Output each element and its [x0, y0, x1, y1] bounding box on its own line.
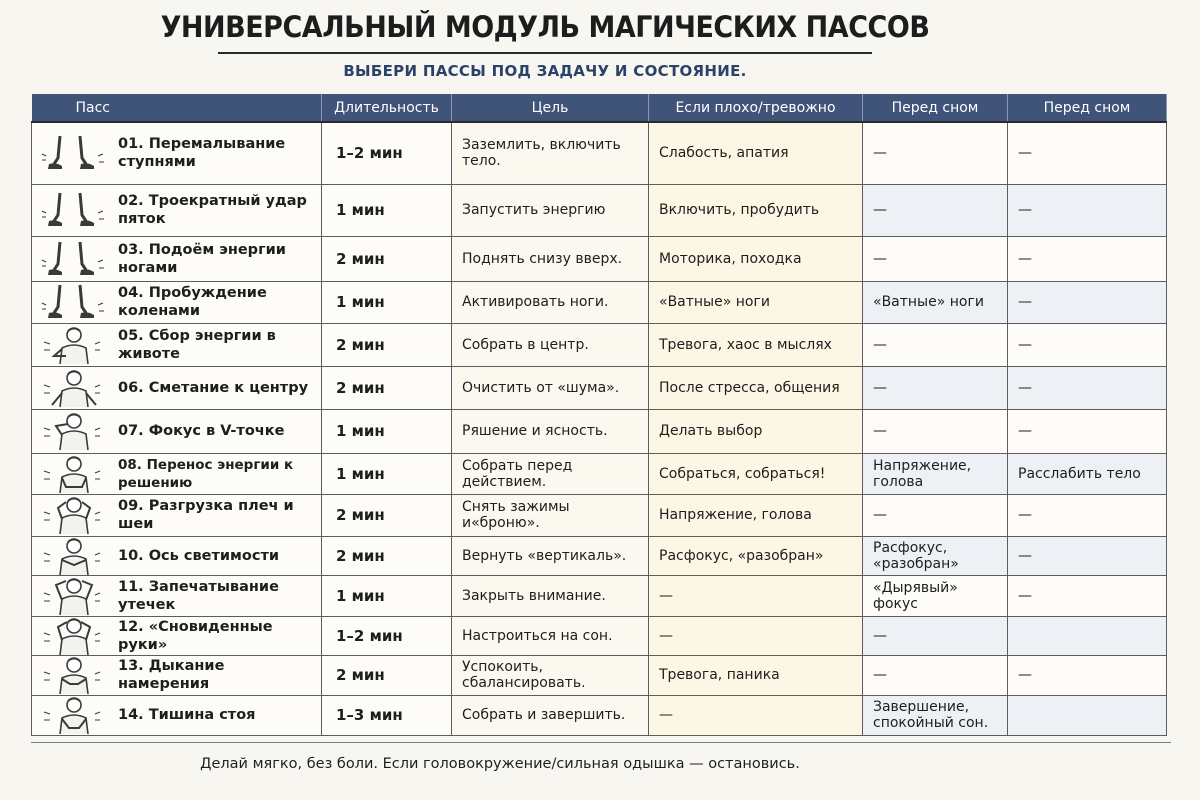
feet-figure	[36, 134, 112, 172]
before-sleep-2-cell	[1008, 366, 1167, 409]
if-bad-cell	[649, 494, 863, 536]
page-title: УНИВЕРСАЛЬНЫЙ МОДУЛЬ МАГИЧЕСКИХ ПАССОВ	[160, 10, 930, 44]
table-row	[32, 323, 1167, 366]
pass-name: 09. Разгрузка плеч и шеи	[118, 498, 294, 532]
goal-text: Успокоить, сбалансировать.	[462, 659, 586, 691]
before-sleep-2-text: —	[1018, 667, 1032, 683]
goal-text: Вернуть «вертикаль».	[462, 547, 627, 564]
before-sleep-2-cell	[1008, 536, 1167, 575]
goal-text: Снять зажимы и«броню».	[462, 499, 570, 531]
squat-figure	[36, 369, 112, 407]
goal-cell	[452, 323, 649, 366]
goal-text: Заземлить, включить тело.	[462, 137, 621, 170]
before-sleep-2-cell	[1008, 122, 1167, 184]
pass-name-cell	[32, 122, 322, 184]
duration-cell	[322, 616, 452, 655]
duration-cell	[322, 655, 452, 695]
pass-name: 03. Подоём энергии ногами	[118, 241, 286, 276]
if-bad-cell	[649, 453, 863, 494]
dream-hands-figure	[36, 617, 112, 655]
legs-figure	[36, 191, 112, 229]
page-subtitle: ВЫБЕРИ ПАССЫ ПОД ЗАДАЧУ И СОСТОЯНИЕ.	[343, 62, 747, 80]
before-sleep-1-cell	[863, 323, 1008, 366]
duration-cell	[322, 122, 452, 184]
if-bad-cell	[649, 323, 863, 366]
goal-text: Очистить от «шума».	[462, 379, 620, 396]
pass-name: 07. Фокус в V-точке	[118, 423, 285, 439]
duration-text: 1 мин	[336, 201, 385, 219]
goal-text: Ряшение и ясность.	[462, 423, 608, 439]
goal-text: Активировать ноги.	[462, 294, 609, 310]
goal-cell	[452, 122, 649, 184]
safety-note: Делай мягко, без боли. Если головокружение/сильная одышка — остановись.	[200, 756, 800, 772]
breath-figure	[36, 656, 112, 694]
if-bad-text: Слабость, апатия	[659, 145, 789, 162]
pass-name-cell	[32, 536, 322, 575]
duration-cell	[322, 323, 452, 366]
duration-cell	[322, 184, 452, 236]
table-row	[32, 616, 1167, 655]
pass-name: 06. Сметание к центру	[118, 379, 309, 396]
header-duration: Длительность	[322, 94, 452, 122]
before-sleep-1-cell	[863, 536, 1008, 575]
if-bad-text: Напряжение, голова	[659, 507, 812, 523]
table-row	[32, 366, 1167, 409]
table-row	[32, 236, 1167, 281]
before-sleep-2-cell	[1008, 236, 1167, 281]
if-bad-text: —	[659, 587, 673, 604]
goal-cell	[452, 575, 649, 616]
if-bad-cell	[649, 236, 863, 281]
pass-name-cell	[32, 323, 322, 366]
table-row	[32, 122, 1167, 184]
before-sleep-2-cell	[1008, 494, 1167, 536]
before-sleep-2-text: —	[1018, 336, 1032, 353]
duration-cell	[322, 575, 452, 616]
pass-name-cell	[32, 655, 322, 695]
if-bad-text: Расфокус, «разобран»	[659, 547, 824, 564]
pass-name: 14. Тишина стоя	[118, 707, 256, 723]
duration-text: 1 мин	[336, 586, 385, 605]
duration-text: 1–2 мин	[336, 144, 403, 163]
shoulders-figure	[36, 496, 112, 534]
duration-cell	[322, 409, 452, 453]
if-bad-text: «Ватные» ноги	[659, 294, 770, 310]
before-sleep-2-text: —	[1018, 507, 1032, 523]
pass-name: 05. Сбор энергии в животе	[118, 327, 276, 362]
table-row	[32, 494, 1167, 536]
duration-cell	[322, 494, 452, 536]
pass-name-cell	[32, 695, 322, 735]
duration-cell	[322, 695, 452, 735]
duration-text: 2 мин	[336, 335, 385, 354]
goal-cell	[452, 494, 649, 536]
if-bad-text: Собраться, собраться!	[659, 465, 826, 482]
pass-name: 10. Ось светимости	[118, 547, 280, 564]
belly-figure	[36, 326, 112, 364]
if-bad-cell	[649, 366, 863, 409]
walking-figure	[36, 240, 112, 278]
before-sleep-1-text: —	[873, 667, 887, 683]
pass-name: 04. Пробуждение коленами	[118, 285, 267, 319]
before-sleep-2-cell	[1008, 616, 1167, 655]
if-bad-cell	[649, 536, 863, 575]
duration-cell	[322, 453, 452, 494]
pass-name: 01. Перемалывание ступнями	[118, 136, 286, 171]
pass-name: 08. Перенос энергии к решению	[118, 456, 294, 491]
before-sleep-2-cell	[1008, 281, 1167, 323]
before-sleep-2-cell	[1008, 323, 1167, 366]
axis-figure	[36, 537, 112, 575]
if-bad-text: После стресса, общения	[659, 379, 840, 396]
duration-text: 2 мин	[336, 506, 385, 524]
before-sleep-2-cell	[1008, 695, 1167, 735]
pass-name: 12. «Сновиденные руки»	[118, 618, 273, 653]
if-bad-cell	[649, 281, 863, 323]
table-row	[32, 281, 1167, 323]
before-sleep-1-text: —	[873, 336, 887, 353]
header-before-sleep-2: Перед сном	[1008, 94, 1167, 122]
before-sleep-1-cell	[863, 494, 1008, 536]
pass-name: 13. Дыкание намерения	[118, 658, 225, 692]
goal-text: Запустить энергию	[462, 202, 606, 218]
goal-text: Собрать в центр.	[462, 336, 589, 353]
before-sleep-1-cell	[863, 366, 1008, 409]
before-sleep-1-cell	[863, 655, 1008, 695]
duration-cell	[322, 366, 452, 409]
pass-name-cell	[32, 184, 322, 236]
goal-cell	[452, 184, 649, 236]
duration-text: 1–3 мин	[336, 706, 403, 724]
duration-text: 1–2 мин	[336, 626, 403, 645]
before-sleep-1-cell	[863, 184, 1008, 236]
pass-name-cell	[32, 409, 322, 453]
before-sleep-1-text: «Ватные» ноги	[873, 294, 984, 310]
goal-cell	[452, 366, 649, 409]
header-before-sleep-1: Перед сном	[863, 94, 1008, 122]
pass-name-cell	[32, 453, 322, 494]
before-sleep-2-text: —	[1018, 379, 1032, 396]
before-sleep-2-text: —	[1018, 250, 1032, 267]
goal-cell	[452, 409, 649, 453]
before-sleep-1-cell	[863, 575, 1008, 616]
table-row	[32, 655, 1167, 695]
pass-name-cell	[32, 281, 322, 323]
before-sleep-1-text: —	[873, 379, 887, 396]
before-sleep-1-text: —	[873, 507, 887, 523]
title-underline	[218, 52, 872, 54]
before-sleep-2-cell	[1008, 184, 1167, 236]
before-sleep-1-cell	[863, 453, 1008, 494]
if-bad-text: Тревога, паника	[659, 667, 780, 683]
before-sleep-1-cell	[863, 409, 1008, 453]
before-sleep-2-text: —	[1018, 145, 1032, 162]
duration-text: 2 мин	[336, 249, 385, 268]
before-sleep-2-cell	[1008, 453, 1167, 494]
goal-text: Поднять снизу вверх.	[462, 250, 623, 267]
before-sleep-2-cell	[1008, 409, 1167, 453]
if-bad-text: Тревога, хаос в мыслях	[659, 336, 832, 353]
table-row	[32, 409, 1167, 453]
goal-cell	[452, 453, 649, 494]
before-sleep-1-text: Напряжение, голова	[873, 457, 972, 490]
header-if-bad: Если плохо/тревожно	[649, 94, 863, 122]
before-sleep-2-text: —	[1018, 294, 1032, 310]
goal-cell	[452, 281, 649, 323]
if-bad-cell	[649, 616, 863, 655]
before-sleep-1-text: —	[873, 250, 887, 267]
duration-text: 1 мин	[336, 293, 385, 311]
before-sleep-1-text: Завершение, спокойный сон.	[873, 699, 989, 731]
table-row	[32, 575, 1167, 616]
table-row	[32, 695, 1167, 735]
if-bad-cell	[649, 122, 863, 184]
pass-name-cell	[32, 616, 322, 655]
focus-figure	[36, 412, 112, 450]
goal-cell	[452, 655, 649, 695]
table-row	[32, 453, 1167, 494]
pass-name: 02. Троекратный удар пяток	[118, 193, 307, 227]
goal-text: Собрать перед действием.	[462, 457, 573, 490]
before-sleep-1-cell	[863, 695, 1008, 735]
if-bad-text: Включить, пробудить	[659, 202, 820, 218]
goal-cell	[452, 536, 649, 575]
duration-text: 1 мин	[336, 422, 385, 440]
duration-text: 2 мин	[336, 666, 385, 684]
duration-text: 2 мин	[336, 546, 385, 565]
pass-name-cell	[32, 236, 322, 281]
header-goal: Цель	[452, 94, 649, 122]
if-bad-cell	[649, 575, 863, 616]
header-pass: Пасс	[32, 94, 322, 122]
before-sleep-2-cell	[1008, 655, 1167, 695]
passes-table	[31, 94, 1167, 736]
table-row	[32, 536, 1167, 575]
if-bad-cell	[649, 695, 863, 735]
goal-text: Настроиться на сон.	[462, 627, 613, 644]
table-header-row	[32, 94, 1167, 122]
duration-cell	[322, 281, 452, 323]
before-sleep-2-cell	[1008, 575, 1167, 616]
bottom-divider	[31, 742, 1171, 743]
before-sleep-1-text: «Дырявый» фокус	[873, 579, 958, 612]
pass-name-cell	[32, 494, 322, 536]
before-sleep-1-text: —	[873, 145, 887, 162]
duration-cell	[322, 236, 452, 281]
if-bad-cell	[649, 184, 863, 236]
before-sleep-1-text: Расфокус, «разобран»	[873, 539, 959, 572]
if-bad-text: —	[659, 627, 673, 644]
before-sleep-1-text: —	[873, 202, 887, 218]
knees-figure	[36, 283, 112, 321]
sealing-figure	[36, 577, 112, 615]
before-sleep-1-cell	[863, 281, 1008, 323]
pass-name-cell	[32, 366, 322, 409]
before-sleep-2-text: —	[1018, 202, 1032, 218]
if-bad-cell	[649, 409, 863, 453]
if-bad-text: Делать выбор	[659, 423, 763, 439]
before-sleep-1-cell	[863, 236, 1008, 281]
goal-text: Собрать и завершить.	[462, 707, 626, 723]
table-row	[32, 184, 1167, 236]
standing-figure	[36, 696, 112, 734]
if-bad-text: Моторика, походка	[659, 250, 802, 267]
before-sleep-1-text: —	[873, 423, 887, 439]
before-sleep-1-cell	[863, 122, 1008, 184]
if-bad-cell	[649, 655, 863, 695]
pass-name-cell	[32, 575, 322, 616]
goal-cell	[452, 695, 649, 735]
if-bad-text: —	[659, 707, 673, 723]
transfer-figure	[36, 455, 112, 493]
goal-text: Закрыть внимание.	[462, 587, 606, 604]
before-sleep-1-text: —	[873, 627, 887, 644]
duration-text: 1 мин	[336, 464, 385, 483]
duration-text: 2 мин	[336, 378, 385, 397]
before-sleep-1-cell	[863, 616, 1008, 655]
goal-cell	[452, 616, 649, 655]
before-sleep-2-text: —	[1018, 587, 1032, 604]
pass-name: 11. Запечатывание утечек	[118, 578, 279, 613]
duration-cell	[322, 536, 452, 575]
goal-cell	[452, 236, 649, 281]
before-sleep-2-text: —	[1018, 547, 1032, 564]
before-sleep-2-text: Расслабить тело	[1018, 465, 1141, 482]
before-sleep-2-text: —	[1018, 423, 1032, 439]
